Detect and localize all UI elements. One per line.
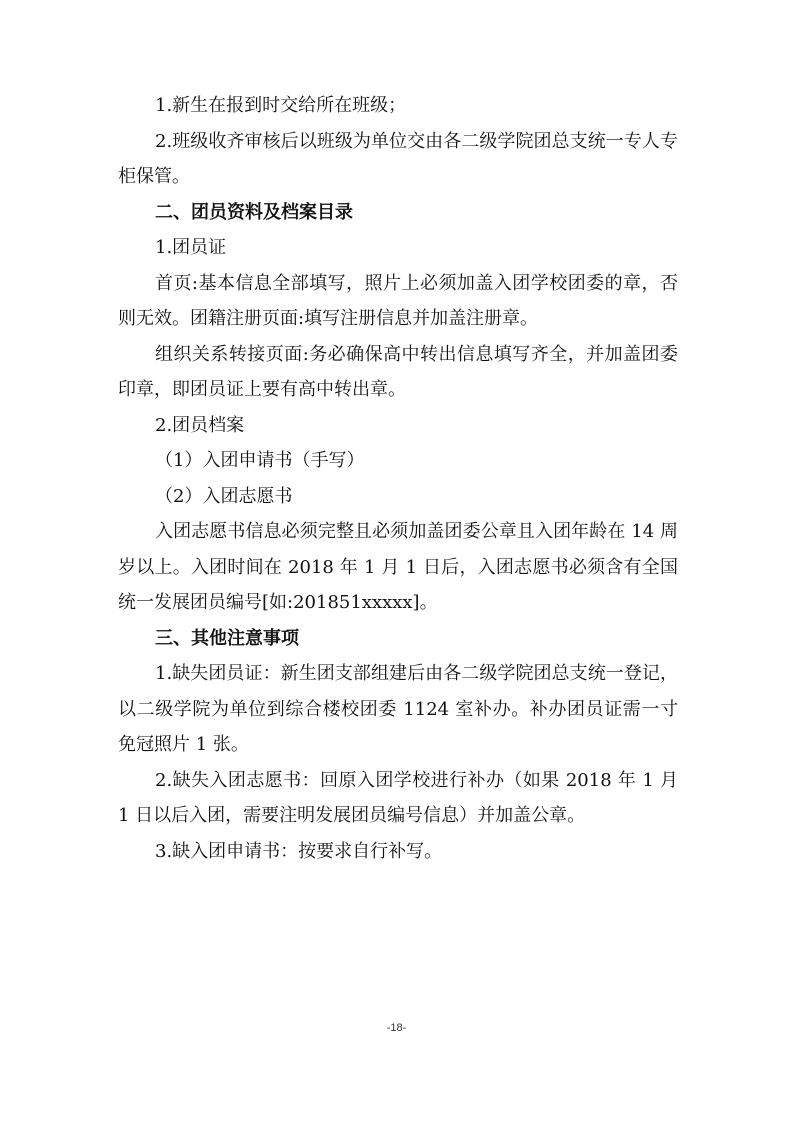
document-body: [118, 88, 678, 869]
paragraph-transfer-page: 组织关系转接页面:务必确保高中转出信息填写齐全，并加盖团委印章，即团员证上要有高中转出章。: [118, 343, 678, 400]
paragraph-missing-card: 1.缺失团员证：新生团支部组建后由各二级学院团总支统一登记，以二级学院为单位到综合楼校团委 1124 室补办。补办团员证需一寸免冠照片 1 张。: [118, 663, 678, 755]
paragraph-member-archive-title: 2.团员档案: [155, 414, 245, 436]
paragraph-submit-to-class: 1.新生在报到时交给所在班级；: [155, 95, 407, 116]
paragraph-first-page: 首页:基本信息全部填写，照片上必须加盖入团学校团委的章，否则无效。团籍注册页面:填写注册信息并加盖注册章。: [118, 272, 678, 329]
section-heading-materials: 二、团员资料及档案目录: [155, 201, 353, 223]
paragraph-member-card-title: 1.团员证: [155, 237, 227, 258]
paragraph-application-letter: （1）入团申请书（手写）: [155, 450, 365, 471]
paragraph-class-collect: 2.班级收齐审核后以班级为单位交由各二级学院团总支统一专人专柜保管。: [118, 130, 678, 187]
section-heading-other-notes: 三、其他注意事项: [155, 627, 299, 649]
paragraph-volunteer-form-rules: 入团志愿书信息必须完整且必须加盖团委公章且入团年龄在 14 周岁以上。入团时间在 2018 年 1 月 1 日后，入团志愿书必须含有全国统一发展团员编号[如:201851xxxxx]。: [118, 521, 678, 613]
paragraph-missing-volunteer-form: 2.缺失入团志愿书：回原入团学校进行补办（如果 2018 年 1 月 1 日以后入团，需要注明发展团员编号信息）并加盖公章。: [118, 769, 678, 826]
page-number: -18-: [386, 1022, 407, 1034]
paragraph-missing-application: 3.缺入团申请书：按要求自行补写。: [155, 840, 443, 862]
paragraph-volunteer-form: （2）入团志愿书: [155, 485, 293, 507]
